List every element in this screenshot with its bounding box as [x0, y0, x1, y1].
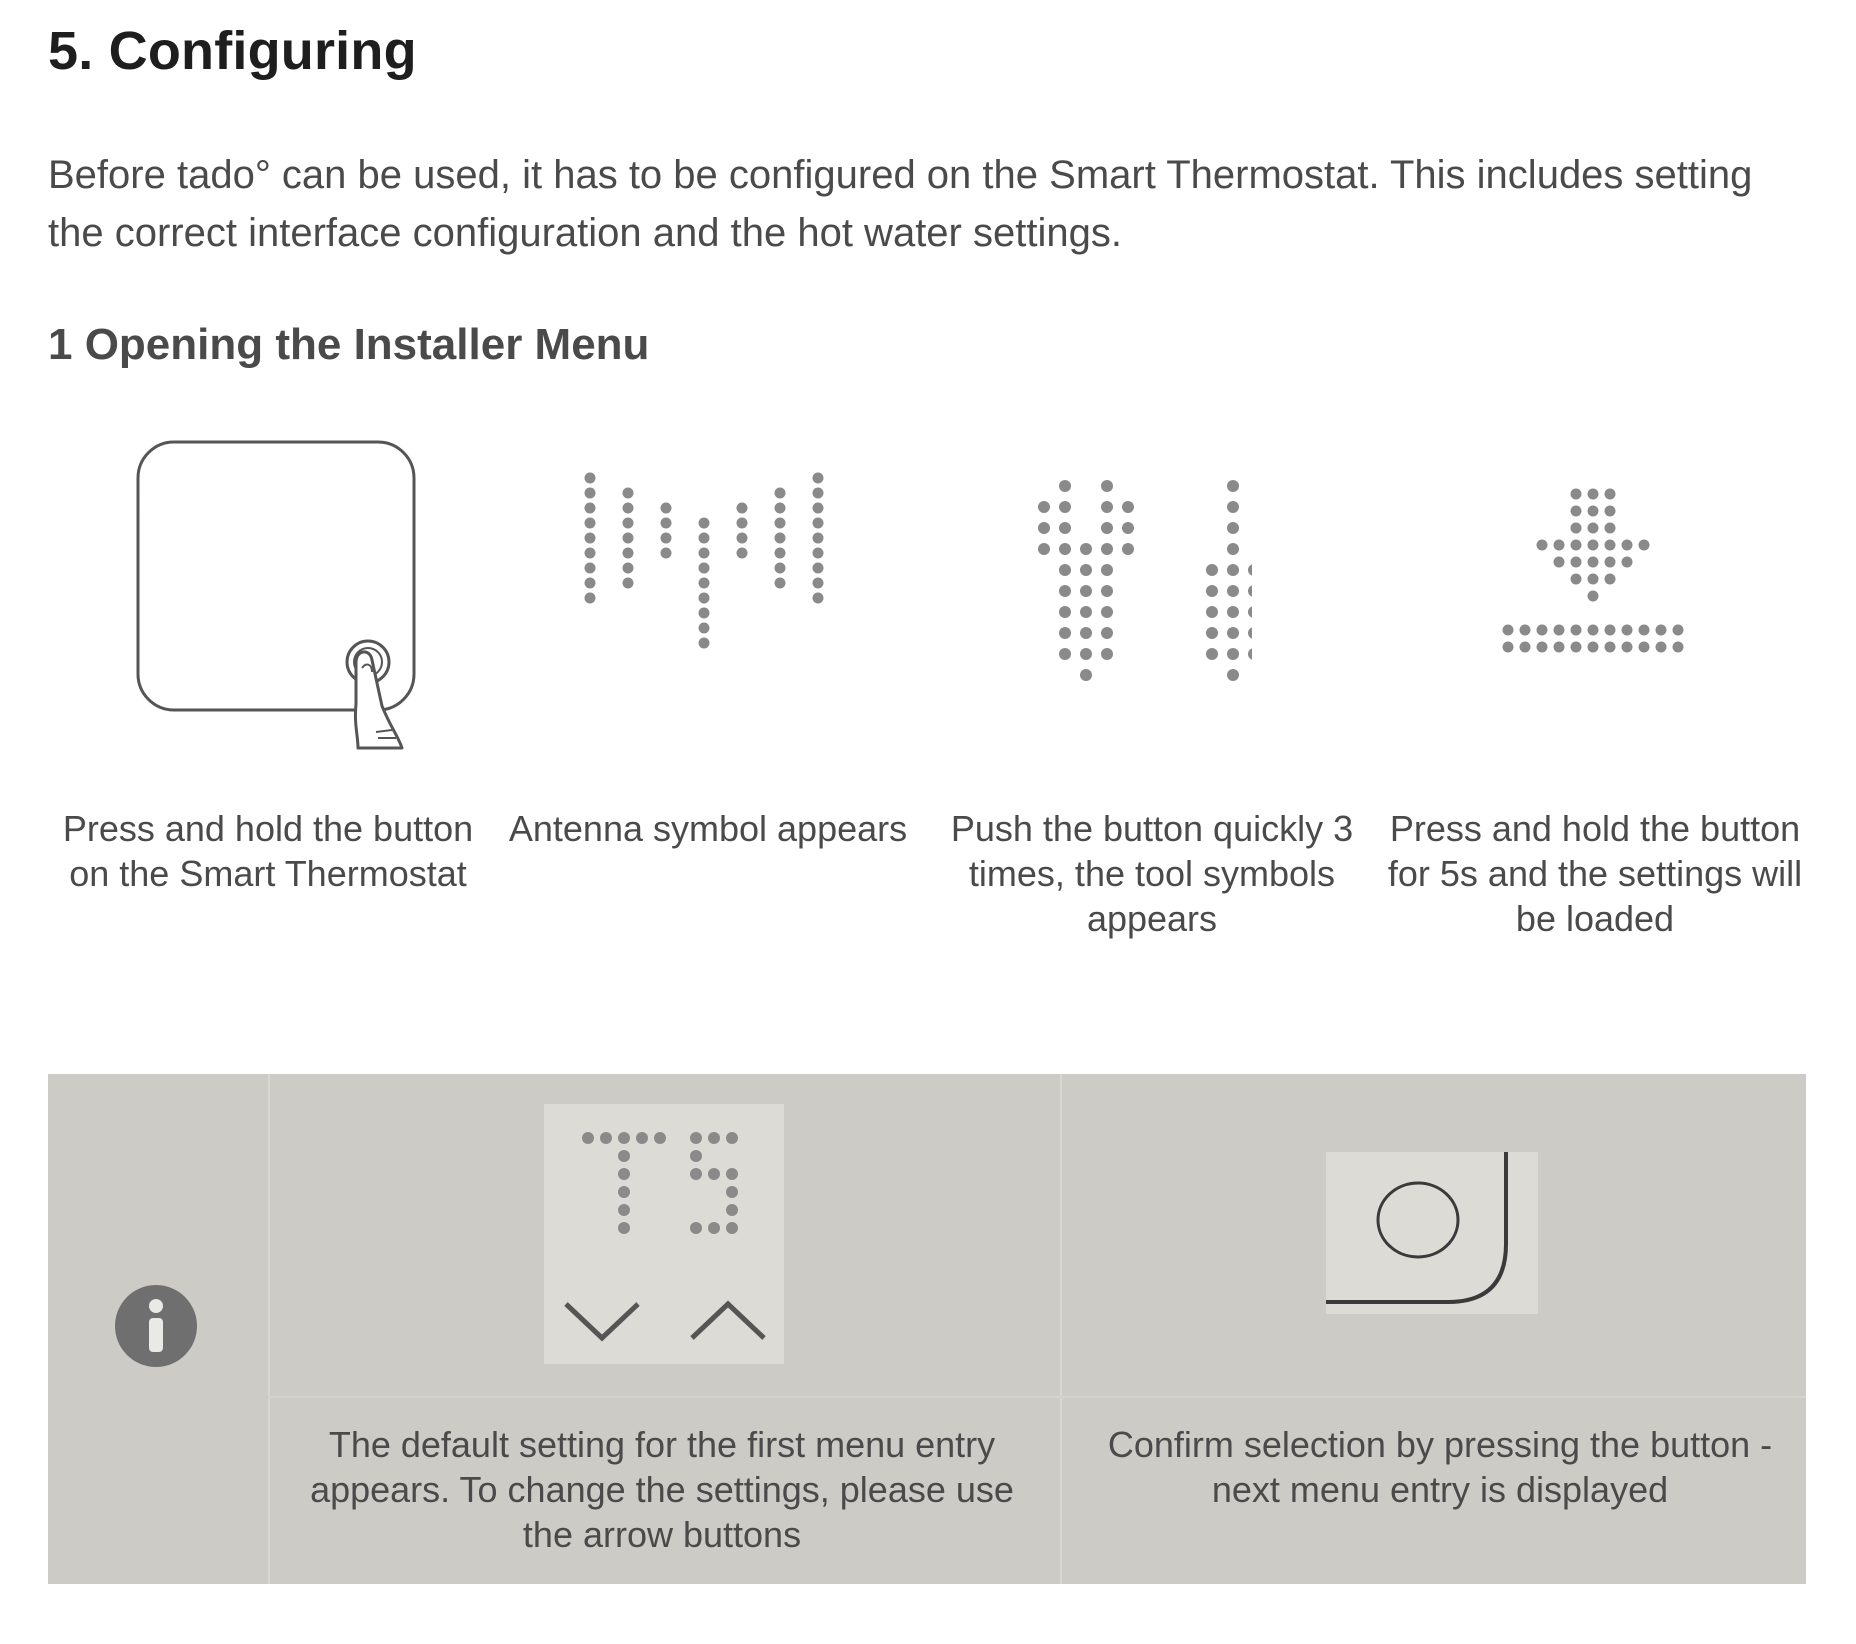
matrix-dot: [1503, 625, 1514, 636]
matrix-dot: [1227, 606, 1239, 618]
matrix-dot: [775, 488, 786, 499]
matrix-dot: [775, 578, 786, 589]
matrix-dot: [726, 1186, 738, 1198]
step-caption-4: Press and hold the button for 5s and the settings will be loaded: [1387, 808, 1803, 939]
step-caption-1: Press and hold the button on the Smart Thermostat: [62, 808, 474, 894]
matrix-dot: [726, 1222, 738, 1234]
thermostat-button-icon[interactable]: [1326, 1152, 1538, 1314]
matrix-dot: [1571, 540, 1582, 551]
matrix-dot: [618, 1150, 630, 1162]
matrix-dot: [1673, 625, 1684, 636]
matrix-dot: [1605, 642, 1616, 653]
matrix-dot: [623, 503, 634, 514]
matrix-dot: [1206, 648, 1218, 660]
matrix-dot: [1059, 480, 1071, 492]
download-settings-icon: [1494, 484, 1694, 664]
matrix-dot: [1588, 625, 1599, 636]
matrix-dot: [726, 1168, 738, 1180]
matrix-dot: [1537, 540, 1548, 551]
matrix-dot: [1101, 564, 1113, 576]
matrix-dot: [1571, 625, 1582, 636]
matrix-dot: [1038, 522, 1050, 534]
matrix-dot: [813, 503, 824, 514]
matrix-dot: [1080, 564, 1092, 576]
matrix-dot: [699, 563, 710, 574]
tool-symbols-icon: [1032, 476, 1252, 692]
matrix-dot: [775, 518, 786, 529]
matrix-dot: [1101, 606, 1113, 618]
matrix-dot: [1554, 625, 1565, 636]
matrix-dot: [737, 503, 748, 514]
matrix-dot: [623, 533, 634, 544]
matrix-dot: [1059, 585, 1071, 597]
matrix-dot: [1080, 585, 1092, 597]
matrix-dot: [1059, 606, 1071, 618]
matrix-dot: [1503, 642, 1514, 653]
matrix-dot: [1537, 642, 1548, 653]
matrix-dot: [726, 1204, 738, 1216]
matrix-dot: [1248, 564, 1252, 576]
matrix-dot: [618, 1132, 630, 1144]
matrix-dot: [699, 578, 710, 589]
matrix-dot: [1656, 625, 1667, 636]
matrix-dot: [775, 548, 786, 559]
matrix-dot: [699, 548, 710, 559]
matrix-dot: [813, 533, 824, 544]
matrix-dot: [1520, 625, 1531, 636]
matrix-dot: [1588, 540, 1599, 551]
matrix-dot: [1622, 625, 1633, 636]
subsection-title: 1 Opening the Installer Menu: [48, 320, 650, 369]
matrix-dot: [1206, 564, 1218, 576]
matrix-dot: [1059, 543, 1071, 555]
matrix-dot: [1588, 506, 1599, 517]
section-title: 5. Configuring: [48, 21, 417, 81]
matrix-dot: [654, 1132, 666, 1144]
matrix-dot: [1080, 606, 1092, 618]
matrix-dot: [1605, 489, 1616, 500]
matrix-dot: [1639, 625, 1650, 636]
matrix-dot: [1080, 543, 1092, 555]
matrix-dot: [813, 563, 824, 574]
matrix-dot: [1571, 489, 1582, 500]
matrix-dot: [1673, 642, 1684, 653]
matrix-dot: [585, 533, 596, 544]
matrix-dot: [690, 1168, 702, 1180]
matrix-dot: [618, 1204, 630, 1216]
matrix-dot: [775, 533, 786, 544]
matrix-dot: [1059, 522, 1071, 534]
matrix-dot: [636, 1132, 648, 1144]
matrix-dot: [1206, 627, 1218, 639]
matrix-dot: [699, 623, 710, 634]
matrix-dot: [1101, 648, 1113, 660]
matrix-dot: [1537, 625, 1548, 636]
matrix-dot: [1227, 627, 1239, 639]
matrix-dot: [1101, 480, 1113, 492]
matrix-dot: [690, 1132, 702, 1144]
matrix-dot: [1227, 522, 1239, 534]
matrix-dot: [813, 488, 824, 499]
antenna-symbol-icon: [576, 466, 836, 676]
matrix-dot: [737, 533, 748, 544]
matrix-dot: [1101, 585, 1113, 597]
matrix-dot: [1206, 585, 1218, 597]
t5-display-icon: [578, 1130, 748, 1260]
matrix-dot: [1588, 591, 1599, 602]
matrix-dot: [1227, 501, 1239, 513]
matrix-dot: [585, 488, 596, 499]
matrix-dot: [1588, 489, 1599, 500]
matrix-dot: [690, 1222, 702, 1234]
matrix-dot: [1101, 522, 1113, 534]
matrix-dot: [1639, 540, 1650, 551]
matrix-dot: [1571, 642, 1582, 653]
matrix-dot: [1248, 648, 1252, 660]
matrix-dot: [618, 1168, 630, 1180]
matrix-dot: [1605, 625, 1616, 636]
display-panel: [544, 1104, 784, 1364]
thermostat-press-icon: [130, 436, 420, 752]
matrix-dot: [1059, 648, 1071, 660]
matrix-dot: [661, 533, 672, 544]
step-caption-3: Push the button quickly 3 times, the tool symbols appears: [950, 808, 1354, 939]
info-icon: [114, 1284, 198, 1368]
matrix-dot: [1248, 585, 1252, 597]
info-caption-right: Confirm selection by pressing the button - next menu entry is displayed: [1107, 1424, 1773, 1510]
matrix-dot: [585, 563, 596, 574]
matrix-dot: [1571, 506, 1582, 517]
matrix-dot: [775, 563, 786, 574]
matrix-dot: [1248, 627, 1252, 639]
matrix-dot: [623, 563, 634, 574]
matrix-dot: [1227, 564, 1239, 576]
matrix-dot: [737, 548, 748, 559]
matrix-dot: [1059, 501, 1071, 513]
matrix-dot: [708, 1132, 720, 1144]
matrix-dot: [737, 518, 748, 529]
matrix-dot: [1122, 522, 1134, 534]
info-divider: [268, 1396, 1806, 1398]
matrix-dot: [708, 1222, 720, 1234]
matrix-dot: [1571, 557, 1582, 568]
matrix-dot: [1248, 606, 1252, 618]
matrix-dot: [813, 518, 824, 529]
arrow-down-icon[interactable]: [562, 1298, 642, 1342]
matrix-dot: [1080, 669, 1092, 681]
matrix-dot: [813, 473, 824, 484]
matrix-dot: [585, 473, 596, 484]
matrix-dot: [585, 578, 596, 589]
matrix-dot: [1588, 642, 1599, 653]
matrix-dot: [1588, 523, 1599, 534]
matrix-dot: [1571, 523, 1582, 534]
matrix-dot: [1206, 606, 1218, 618]
matrix-dot: [1227, 585, 1239, 597]
matrix-dot: [618, 1186, 630, 1198]
button-panel: [1326, 1152, 1538, 1314]
matrix-dot: [1554, 557, 1565, 568]
matrix-dot: [813, 593, 824, 604]
matrix-dot: [661, 518, 672, 529]
matrix-dot: [1605, 523, 1616, 534]
matrix-dot: [1622, 540, 1633, 551]
matrix-dot: [699, 593, 710, 604]
matrix-dot: [623, 578, 634, 589]
matrix-dot: [661, 548, 672, 559]
step-caption-2: Antenna symbol appears: [508, 808, 908, 849]
matrix-dot: [699, 608, 710, 619]
matrix-dot: [775, 503, 786, 514]
matrix-dot: [623, 548, 634, 559]
matrix-dot: [585, 593, 596, 604]
matrix-dot: [726, 1132, 738, 1144]
matrix-dot: [1588, 557, 1599, 568]
matrix-dot: [1605, 540, 1616, 551]
matrix-dot: [1605, 574, 1616, 585]
matrix-dot: [1227, 480, 1239, 492]
matrix-dot: [1571, 574, 1582, 585]
info-divider: [268, 1074, 270, 1584]
matrix-dot: [1622, 557, 1633, 568]
matrix-dot: [1101, 501, 1113, 513]
matrix-dot: [585, 548, 596, 559]
matrix-dot: [1101, 543, 1113, 555]
matrix-dot: [1554, 540, 1565, 551]
matrix-dot: [623, 488, 634, 499]
matrix-dot: [623, 518, 634, 529]
matrix-dot: [813, 578, 824, 589]
matrix-dot: [1227, 669, 1239, 681]
matrix-dot: [699, 533, 710, 544]
arrow-up-icon[interactable]: [688, 1298, 768, 1342]
matrix-dot: [1059, 564, 1071, 576]
matrix-dot: [699, 518, 710, 529]
matrix-dot: [1639, 642, 1650, 653]
matrix-dot: [690, 1150, 702, 1162]
matrix-dot: [582, 1132, 594, 1144]
matrix-dot: [1038, 543, 1050, 555]
matrix-dot: [1227, 648, 1239, 660]
info-divider: [1060, 1074, 1062, 1584]
matrix-dot: [1122, 501, 1134, 513]
matrix-dot: [1122, 543, 1134, 555]
matrix-dot: [708, 1168, 720, 1180]
matrix-dot: [1622, 642, 1633, 653]
matrix-dot: [585, 503, 596, 514]
matrix-dot: [661, 503, 672, 514]
matrix-dot: [1520, 642, 1531, 653]
matrix-dot: [699, 638, 710, 649]
matrix-dot: [585, 518, 596, 529]
matrix-dot: [1080, 627, 1092, 639]
matrix-dot: [1605, 506, 1616, 517]
info-caption-left: The default setting for the first menu entry appears. To change the settings, please use the arrow buttons: [310, 1424, 1014, 1555]
matrix-dot: [1227, 543, 1239, 555]
matrix-dot: [1605, 557, 1616, 568]
matrix-dot: [1101, 627, 1113, 639]
matrix-dot: [1059, 627, 1071, 639]
matrix-dot: [1080, 648, 1092, 660]
matrix-dot: [618, 1222, 630, 1234]
matrix-dot: [1038, 501, 1050, 513]
intro-paragraph: Before tado° can be used, it has to be configured on the Smart Thermostat. This includes setting the correct interface configuration and the hot water settings.: [48, 153, 1753, 255]
matrix-dot: [1554, 642, 1565, 653]
matrix-dot: [1656, 642, 1667, 653]
matrix-dot: [813, 548, 824, 559]
matrix-dot: [1588, 574, 1599, 585]
matrix-dot: [600, 1132, 612, 1144]
